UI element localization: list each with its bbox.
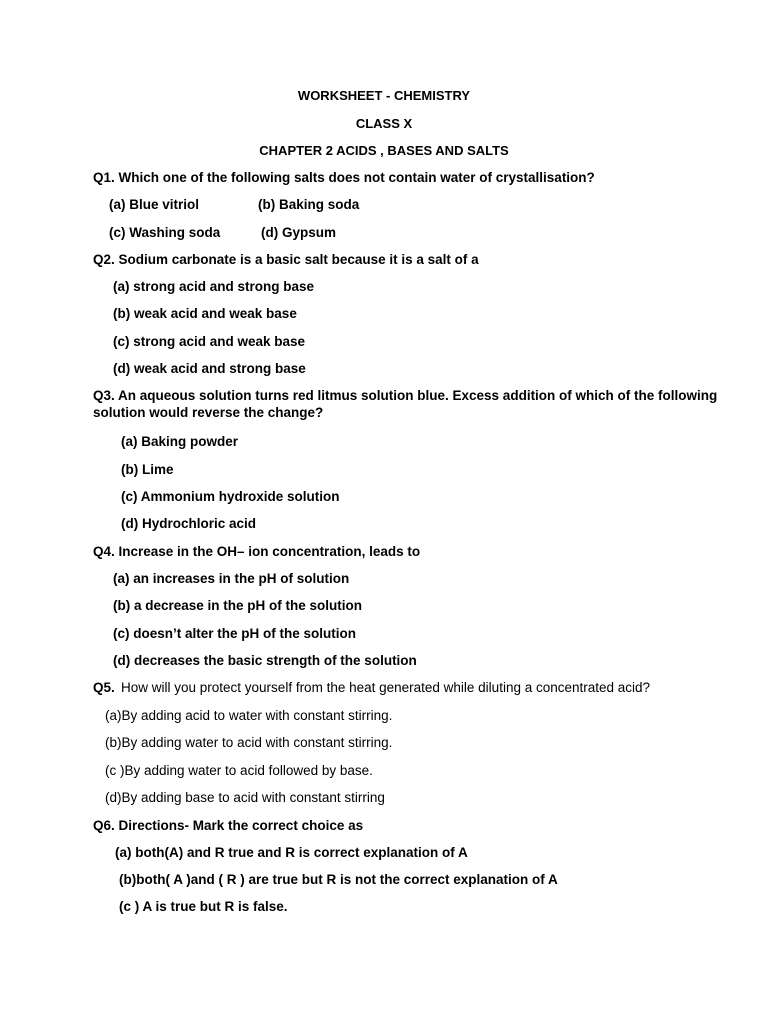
q3-option-a: (a) Baking powder xyxy=(121,434,239,449)
q2-option-a: (a) strong acid and strong base xyxy=(113,279,315,294)
q2-option-d: (d) weak acid and strong base xyxy=(113,361,306,376)
q3-option-c: (c) Ammonium hydroxide solution xyxy=(121,489,340,504)
q5-text: How will you protect yourself from the heat generated while diluting a concentrated acid? xyxy=(121,680,651,695)
q5-option-b: (b)By adding water to acid with constant stirring. xyxy=(105,735,393,750)
q6-text: Q6. Directions- Mark the correct choice as xyxy=(93,818,364,833)
q6-option-b: (b)both( A )and ( R ) are true but R is not the correct explanation of A xyxy=(119,872,558,887)
worksheet-title: WORKSHEET - CHEMISTRY xyxy=(297,88,471,103)
q4-text: Q4. Increase in the OH– ion concentration, leads to xyxy=(93,544,421,559)
q3-option-d: (d) Hydrochloric acid xyxy=(121,516,257,531)
q2-option-c: (c) strong acid and weak base xyxy=(113,334,306,349)
q4-option-a: (a) an increases in the pH of solution xyxy=(113,571,350,586)
q5-option-d: (d)By adding base to acid with constant stirring xyxy=(105,790,385,805)
q2-text: Q2. Sodium carbonate is a basic salt because it is a salt of a xyxy=(93,252,479,267)
q4-option-c: (c) doesn’t alter the pH of the solution xyxy=(113,626,356,641)
q4-option-b: (b) a decrease in the pH of the solution xyxy=(113,598,363,613)
q6-option-a: (a) both(A) and R true and R is correct explanation of A xyxy=(115,845,468,860)
q1-option-d: (d) Gypsum xyxy=(261,225,337,240)
q5-option-a: (a)By adding acid to water with constant stirring. xyxy=(105,708,393,723)
q3-option-b: (b) Lime xyxy=(121,462,174,477)
q4-option-d: (d) decreases the basic strength of the solution xyxy=(113,653,417,668)
q6-option-c: (c ) A is true but R is false. xyxy=(119,899,288,914)
q1-option-a: (a) Blue vitriol xyxy=(109,197,200,212)
q3-text-line1: Q3. An aqueous solution turns red litmus solution blue. Excess addition of which of the following xyxy=(93,388,718,403)
q1-option-b: (b) Baking soda xyxy=(258,197,360,212)
q1-option-c: (c) Washing soda xyxy=(109,225,221,240)
q5-label: Q5. xyxy=(93,680,115,695)
chapter-title: CHAPTER 2 ACIDS , BASES AND SALTS xyxy=(259,143,509,158)
q3-text-line2: solution would reverse the change? xyxy=(93,405,324,420)
class-label: CLASS X xyxy=(355,116,413,131)
q2-option-b: (b) weak acid and weak base xyxy=(113,306,297,321)
q5-option-c: (c )By adding water to acid followed by base. xyxy=(105,763,373,778)
q1-text: Q1. Which one of the following salts does not contain water of crystallisation? xyxy=(93,170,595,185)
